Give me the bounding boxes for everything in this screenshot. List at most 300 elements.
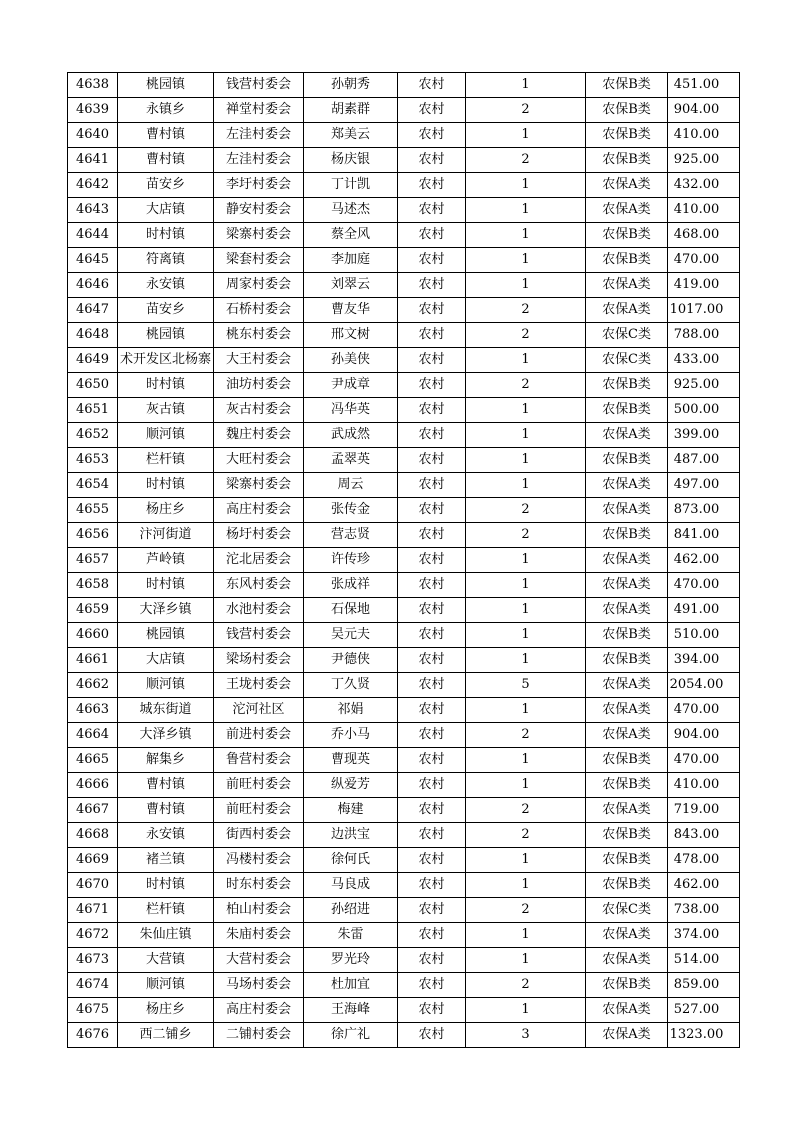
table-row — [68, 148, 740, 173]
township-cell: 曹村镇 — [118, 798, 214, 823]
amount-cell: 514.00 — [668, 948, 740, 973]
row-number-cell: 4667 — [68, 798, 118, 823]
township-cell: 汴河街道 — [118, 523, 214, 548]
row-number-cell: 4658 — [68, 573, 118, 598]
table-row — [68, 223, 740, 248]
area-type-cell: 农村 — [398, 173, 466, 198]
table-row — [68, 773, 740, 798]
village-cell: 桃东村委会 — [214, 323, 304, 348]
row-number-cell: 4654 — [68, 473, 118, 498]
village-cell: 马场村委会 — [214, 973, 304, 998]
name-cell: 徐广礼 — [304, 1023, 398, 1048]
name-cell: 杨庆银 — [304, 148, 398, 173]
township-cell: 时村镇 — [118, 373, 214, 398]
table-row — [68, 623, 740, 648]
village-cell: 冯楼村委会 — [214, 848, 304, 873]
name-cell: 吴元夫 — [304, 623, 398, 648]
amount-cell: 462.00 — [668, 873, 740, 898]
category-cell: 农保A类 — [586, 198, 668, 223]
amount-cell: 1017.00 — [668, 298, 740, 323]
amount-cell: 487.00 — [668, 448, 740, 473]
table-row — [68, 823, 740, 848]
household-size-cell: 1 — [466, 623, 586, 648]
village-cell: 东风村委会 — [214, 573, 304, 598]
amount-cell: 510.00 — [668, 623, 740, 648]
name-cell: 营志贤 — [304, 523, 398, 548]
amount-cell: 859.00 — [668, 973, 740, 998]
township-cell: 朱仙庄镇 — [118, 923, 214, 948]
amount-cell: 904.00 — [668, 723, 740, 748]
name-cell: 王海峰 — [304, 998, 398, 1023]
household-size-cell: 2 — [466, 898, 586, 923]
household-size-cell: 2 — [466, 973, 586, 998]
area-type-cell: 农村 — [398, 498, 466, 523]
allowance-table — [67, 72, 740, 1048]
table-row — [68, 973, 740, 998]
row-number-cell: 4673 — [68, 948, 118, 973]
table-body — [68, 73, 740, 1048]
township-cell: 顺河镇 — [118, 423, 214, 448]
amount-cell: 433.00 — [668, 348, 740, 373]
name-cell: 孙绍进 — [304, 898, 398, 923]
household-size-cell: 1 — [466, 998, 586, 1023]
village-cell: 左洼村委会 — [214, 148, 304, 173]
village-cell: 左洼村委会 — [214, 123, 304, 148]
table-row — [68, 548, 740, 573]
category-cell: 农保B类 — [586, 448, 668, 473]
category-cell: 农保A类 — [586, 923, 668, 948]
category-cell: 农保A类 — [586, 573, 668, 598]
name-cell: 乔小马 — [304, 723, 398, 748]
category-cell: 农保B类 — [586, 973, 668, 998]
village-cell: 二铺村委会 — [214, 1023, 304, 1048]
area-type-cell: 农村 — [398, 648, 466, 673]
row-number-cell: 4642 — [68, 173, 118, 198]
table-row — [68, 723, 740, 748]
category-cell: 农保A类 — [586, 298, 668, 323]
row-number-cell: 4638 — [68, 73, 118, 98]
row-number-cell: 4662 — [68, 673, 118, 698]
amount-cell: 432.00 — [668, 173, 740, 198]
category-cell: 农保B类 — [586, 148, 668, 173]
village-cell: 高庄村委会 — [214, 998, 304, 1023]
area-type-cell: 农村 — [398, 98, 466, 123]
household-size-cell: 2 — [466, 798, 586, 823]
township-cell: 栏杆镇 — [118, 448, 214, 473]
village-cell: 静安村委会 — [214, 198, 304, 223]
amount-cell: 738.00 — [668, 898, 740, 923]
township-cell: 大店镇 — [118, 648, 214, 673]
row-number-cell: 4661 — [68, 648, 118, 673]
name-cell: 杜加宜 — [304, 973, 398, 998]
area-type-cell: 农村 — [398, 873, 466, 898]
row-number-cell: 4640 — [68, 123, 118, 148]
category-cell: 农保B类 — [586, 623, 668, 648]
area-type-cell: 农村 — [398, 548, 466, 573]
amount-cell: 497.00 — [668, 473, 740, 498]
area-type-cell: 农村 — [398, 623, 466, 648]
category-cell: 农保B类 — [586, 748, 668, 773]
row-number-cell: 4669 — [68, 848, 118, 873]
village-cell: 时东村委会 — [214, 873, 304, 898]
table-row — [68, 923, 740, 948]
table-row — [68, 98, 740, 123]
name-cell: 马良成 — [304, 873, 398, 898]
table-row — [68, 523, 740, 548]
area-type-cell: 农村 — [398, 573, 466, 598]
row-number-cell: 4656 — [68, 523, 118, 548]
township-cell: 褚兰镇 — [118, 848, 214, 873]
amount-cell: 904.00 — [668, 98, 740, 123]
category-cell: 农保A类 — [586, 273, 668, 298]
area-type-cell: 农村 — [398, 423, 466, 448]
amount-cell: 873.00 — [668, 498, 740, 523]
village-cell: 王垅村委会 — [214, 673, 304, 698]
category-cell: 农保B类 — [586, 848, 668, 873]
name-cell: 冯华英 — [304, 398, 398, 423]
area-type-cell: 农村 — [398, 748, 466, 773]
amount-cell: 719.00 — [668, 798, 740, 823]
township-cell: 顺河镇 — [118, 673, 214, 698]
village-cell: 禅堂村委会 — [214, 98, 304, 123]
row-number-cell: 4670 — [68, 873, 118, 898]
row-number-cell: 4657 — [68, 548, 118, 573]
table-row — [68, 873, 740, 898]
name-cell: 徐何氏 — [304, 848, 398, 873]
amount-cell: 841.00 — [668, 523, 740, 548]
household-size-cell: 1 — [466, 548, 586, 573]
amount-cell: 478.00 — [668, 848, 740, 873]
household-size-cell: 2 — [466, 373, 586, 398]
category-cell: 农保A类 — [586, 498, 668, 523]
township-cell: 时村镇 — [118, 473, 214, 498]
township-cell: 顺河镇 — [118, 973, 214, 998]
area-type-cell: 农村 — [398, 523, 466, 548]
village-cell: 梁寨村委会 — [214, 473, 304, 498]
category-cell: 农保A类 — [586, 473, 668, 498]
household-size-cell: 2 — [466, 823, 586, 848]
area-type-cell: 农村 — [398, 398, 466, 423]
township-cell: 时村镇 — [118, 223, 214, 248]
row-number-cell: 4653 — [68, 448, 118, 473]
category-cell: 农保C类 — [586, 898, 668, 923]
household-size-cell: 2 — [466, 298, 586, 323]
village-cell: 柏山村委会 — [214, 898, 304, 923]
name-cell: 马述杰 — [304, 198, 398, 223]
area-type-cell: 农村 — [398, 598, 466, 623]
area-type-cell: 农村 — [398, 898, 466, 923]
name-cell: 罗光玲 — [304, 948, 398, 973]
row-number-cell: 4641 — [68, 148, 118, 173]
household-size-cell: 1 — [466, 648, 586, 673]
amount-cell: 1323.00 — [668, 1023, 740, 1048]
township-cell: 栏杆镇 — [118, 898, 214, 923]
village-cell: 大营村委会 — [214, 948, 304, 973]
name-cell: 邢文树 — [304, 323, 398, 348]
village-cell: 沱北居委会 — [214, 548, 304, 573]
table-row — [68, 423, 740, 448]
table-row — [68, 248, 740, 273]
amount-cell: 419.00 — [668, 273, 740, 298]
name-cell: 刘翠云 — [304, 273, 398, 298]
village-cell: 前旺村委会 — [214, 773, 304, 798]
name-cell: 石保地 — [304, 598, 398, 623]
name-cell: 孙朝秀 — [304, 73, 398, 98]
table-row — [68, 798, 740, 823]
name-cell: 张成祥 — [304, 573, 398, 598]
table-row — [68, 173, 740, 198]
row-number-cell: 4674 — [68, 973, 118, 998]
category-cell: 农保A类 — [586, 948, 668, 973]
row-number-cell: 4659 — [68, 598, 118, 623]
row-number-cell: 4655 — [68, 498, 118, 523]
area-type-cell: 农村 — [398, 798, 466, 823]
household-size-cell: 5 — [466, 673, 586, 698]
township-cell: 苗安乡 — [118, 173, 214, 198]
household-size-cell: 1 — [466, 698, 586, 723]
table-row — [68, 123, 740, 148]
table-row — [68, 73, 740, 98]
row-number-cell: 4650 — [68, 373, 118, 398]
row-number-cell: 4651 — [68, 398, 118, 423]
category-cell: 农保C类 — [586, 323, 668, 348]
amount-cell: 470.00 — [668, 248, 740, 273]
name-cell: 李加庭 — [304, 248, 398, 273]
name-cell: 曹现英 — [304, 748, 398, 773]
category-cell: 农保A类 — [586, 1023, 668, 1048]
category-cell: 农保A类 — [586, 173, 668, 198]
household-size-cell: 1 — [466, 923, 586, 948]
name-cell: 郑美云 — [304, 123, 398, 148]
household-size-cell: 1 — [466, 848, 586, 873]
area-type-cell: 农村 — [398, 723, 466, 748]
area-type-cell: 农村 — [398, 348, 466, 373]
village-cell: 钱营村委会 — [214, 73, 304, 98]
amount-cell: 491.00 — [668, 598, 740, 623]
household-size-cell: 1 — [466, 573, 586, 598]
amount-cell: 468.00 — [668, 223, 740, 248]
name-cell: 祁娟 — [304, 698, 398, 723]
row-number-cell: 4645 — [68, 248, 118, 273]
category-cell: 农保A类 — [586, 723, 668, 748]
household-size-cell: 1 — [466, 123, 586, 148]
amount-cell: 925.00 — [668, 148, 740, 173]
household-size-cell: 2 — [466, 498, 586, 523]
table-row — [68, 1023, 740, 1048]
category-cell: 农保B类 — [586, 248, 668, 273]
area-type-cell: 农村 — [398, 198, 466, 223]
household-size-cell: 1 — [466, 223, 586, 248]
village-cell: 梁场村委会 — [214, 648, 304, 673]
township-cell: 西二铺乡 — [118, 1023, 214, 1048]
area-type-cell: 农村 — [398, 148, 466, 173]
table-row — [68, 598, 740, 623]
category-cell: 农保B类 — [586, 98, 668, 123]
category-cell: 农保B类 — [586, 73, 668, 98]
row-number-cell: 4663 — [68, 698, 118, 723]
township-cell: 永镇乡 — [118, 98, 214, 123]
household-size-cell: 2 — [466, 323, 586, 348]
category-cell: 农保C类 — [586, 348, 668, 373]
name-cell: 孙美侠 — [304, 348, 398, 373]
row-number-cell: 4644 — [68, 223, 118, 248]
row-number-cell: 4666 — [68, 773, 118, 798]
village-cell: 朱庙村委会 — [214, 923, 304, 948]
amount-cell: 394.00 — [668, 648, 740, 673]
village-cell: 前进村委会 — [214, 723, 304, 748]
table-row — [68, 373, 740, 398]
village-cell: 大旺村委会 — [214, 448, 304, 473]
table-row — [68, 273, 740, 298]
village-cell: 杨圩村委会 — [214, 523, 304, 548]
village-cell: 李圩村委会 — [214, 173, 304, 198]
table-row — [68, 573, 740, 598]
row-number-cell: 4649 — [68, 348, 118, 373]
category-cell: 农保A类 — [586, 598, 668, 623]
township-cell: 大店镇 — [118, 198, 214, 223]
township-cell: 解集乡 — [118, 748, 214, 773]
household-size-cell: 1 — [466, 348, 586, 373]
area-type-cell: 农村 — [398, 948, 466, 973]
row-number-cell: 4676 — [68, 1023, 118, 1048]
name-cell: 尹成章 — [304, 373, 398, 398]
area-type-cell: 农村 — [398, 973, 466, 998]
table-row — [68, 323, 740, 348]
area-type-cell: 农村 — [398, 673, 466, 698]
township-cell: 大泽乡镇 — [118, 723, 214, 748]
township-cell: 苗安乡 — [118, 298, 214, 323]
village-cell: 油坊村委会 — [214, 373, 304, 398]
township-cell: 桃园镇 — [118, 323, 214, 348]
category-cell: 农保B类 — [586, 823, 668, 848]
household-size-cell: 1 — [466, 773, 586, 798]
table-row — [68, 448, 740, 473]
table-row — [68, 398, 740, 423]
area-type-cell: 农村 — [398, 223, 466, 248]
name-cell: 丁计凯 — [304, 173, 398, 198]
table-row — [68, 298, 740, 323]
amount-cell: 527.00 — [668, 998, 740, 1023]
household-size-cell: 1 — [466, 198, 586, 223]
amount-cell: 2054.00 — [668, 673, 740, 698]
household-size-cell: 1 — [466, 248, 586, 273]
table-row — [68, 848, 740, 873]
area-type-cell: 农村 — [398, 923, 466, 948]
amount-cell: 470.00 — [668, 573, 740, 598]
name-cell: 许传珍 — [304, 548, 398, 573]
area-type-cell: 农村 — [398, 448, 466, 473]
category-cell: 农保A类 — [586, 548, 668, 573]
area-type-cell: 农村 — [398, 473, 466, 498]
household-size-cell: 1 — [466, 598, 586, 623]
table-row — [68, 698, 740, 723]
amount-cell: 374.00 — [668, 923, 740, 948]
township-cell: 曹村镇 — [118, 148, 214, 173]
village-cell: 街西村委会 — [214, 823, 304, 848]
row-number-cell: 4671 — [68, 898, 118, 923]
amount-cell: 788.00 — [668, 323, 740, 348]
village-cell: 水池村委会 — [214, 598, 304, 623]
row-number-cell: 4665 — [68, 748, 118, 773]
amount-cell: 410.00 — [668, 198, 740, 223]
table-row — [68, 998, 740, 1023]
amount-cell: 843.00 — [668, 823, 740, 848]
household-size-cell: 1 — [466, 173, 586, 198]
category-cell: 农保A类 — [586, 998, 668, 1023]
amount-cell: 462.00 — [668, 548, 740, 573]
table-row — [68, 898, 740, 923]
household-size-cell: 1 — [466, 423, 586, 448]
village-cell: 石桥村委会 — [214, 298, 304, 323]
township-cell: 时村镇 — [118, 873, 214, 898]
township-cell: 术开发区北杨寨 — [118, 348, 214, 373]
name-cell: 纵爱芳 — [304, 773, 398, 798]
household-size-cell: 1 — [466, 748, 586, 773]
village-cell: 沱河社区 — [214, 698, 304, 723]
amount-cell: 925.00 — [668, 373, 740, 398]
village-cell: 大王村委会 — [214, 348, 304, 373]
table-row — [68, 948, 740, 973]
township-cell: 永安镇 — [118, 823, 214, 848]
amount-cell: 500.00 — [668, 398, 740, 423]
table-row — [68, 748, 740, 773]
row-number-cell: 4675 — [68, 998, 118, 1023]
household-size-cell: 1 — [466, 873, 586, 898]
area-type-cell: 农村 — [398, 73, 466, 98]
township-cell: 桃园镇 — [118, 73, 214, 98]
category-cell: 农保A类 — [586, 798, 668, 823]
category-cell: 农保B类 — [586, 773, 668, 798]
village-cell: 梁套村委会 — [214, 248, 304, 273]
name-cell: 周云 — [304, 473, 398, 498]
area-type-cell: 农村 — [398, 373, 466, 398]
household-size-cell: 2 — [466, 723, 586, 748]
township-cell: 永安镇 — [118, 273, 214, 298]
area-type-cell: 农村 — [398, 698, 466, 723]
area-type-cell: 农村 — [398, 248, 466, 273]
household-size-cell: 1 — [466, 948, 586, 973]
name-cell: 武成然 — [304, 423, 398, 448]
category-cell: 农保A类 — [586, 698, 668, 723]
amount-cell: 470.00 — [668, 748, 740, 773]
township-cell: 芦岭镇 — [118, 548, 214, 573]
village-cell: 鲁营村委会 — [214, 748, 304, 773]
township-cell: 大营镇 — [118, 948, 214, 973]
table-row — [68, 473, 740, 498]
area-type-cell: 农村 — [398, 998, 466, 1023]
household-size-cell: 1 — [466, 73, 586, 98]
village-cell: 灰古村委会 — [214, 398, 304, 423]
amount-cell: 399.00 — [668, 423, 740, 448]
row-number-cell: 4672 — [68, 923, 118, 948]
category-cell: 农保B类 — [586, 648, 668, 673]
area-type-cell: 农村 — [398, 323, 466, 348]
category-cell: 农保B类 — [586, 523, 668, 548]
name-cell: 孟翠英 — [304, 448, 398, 473]
household-size-cell: 2 — [466, 98, 586, 123]
row-number-cell: 4648 — [68, 323, 118, 348]
township-cell: 时村镇 — [118, 573, 214, 598]
household-size-cell: 2 — [466, 523, 586, 548]
row-number-cell: 4639 — [68, 98, 118, 123]
category-cell: 农保A类 — [586, 423, 668, 448]
township-cell: 符离镇 — [118, 248, 214, 273]
township-cell: 灰古镇 — [118, 398, 214, 423]
category-cell: 农保A类 — [586, 673, 668, 698]
row-number-cell: 4660 — [68, 623, 118, 648]
name-cell: 尹德侠 — [304, 648, 398, 673]
village-cell: 梁寨村委会 — [214, 223, 304, 248]
